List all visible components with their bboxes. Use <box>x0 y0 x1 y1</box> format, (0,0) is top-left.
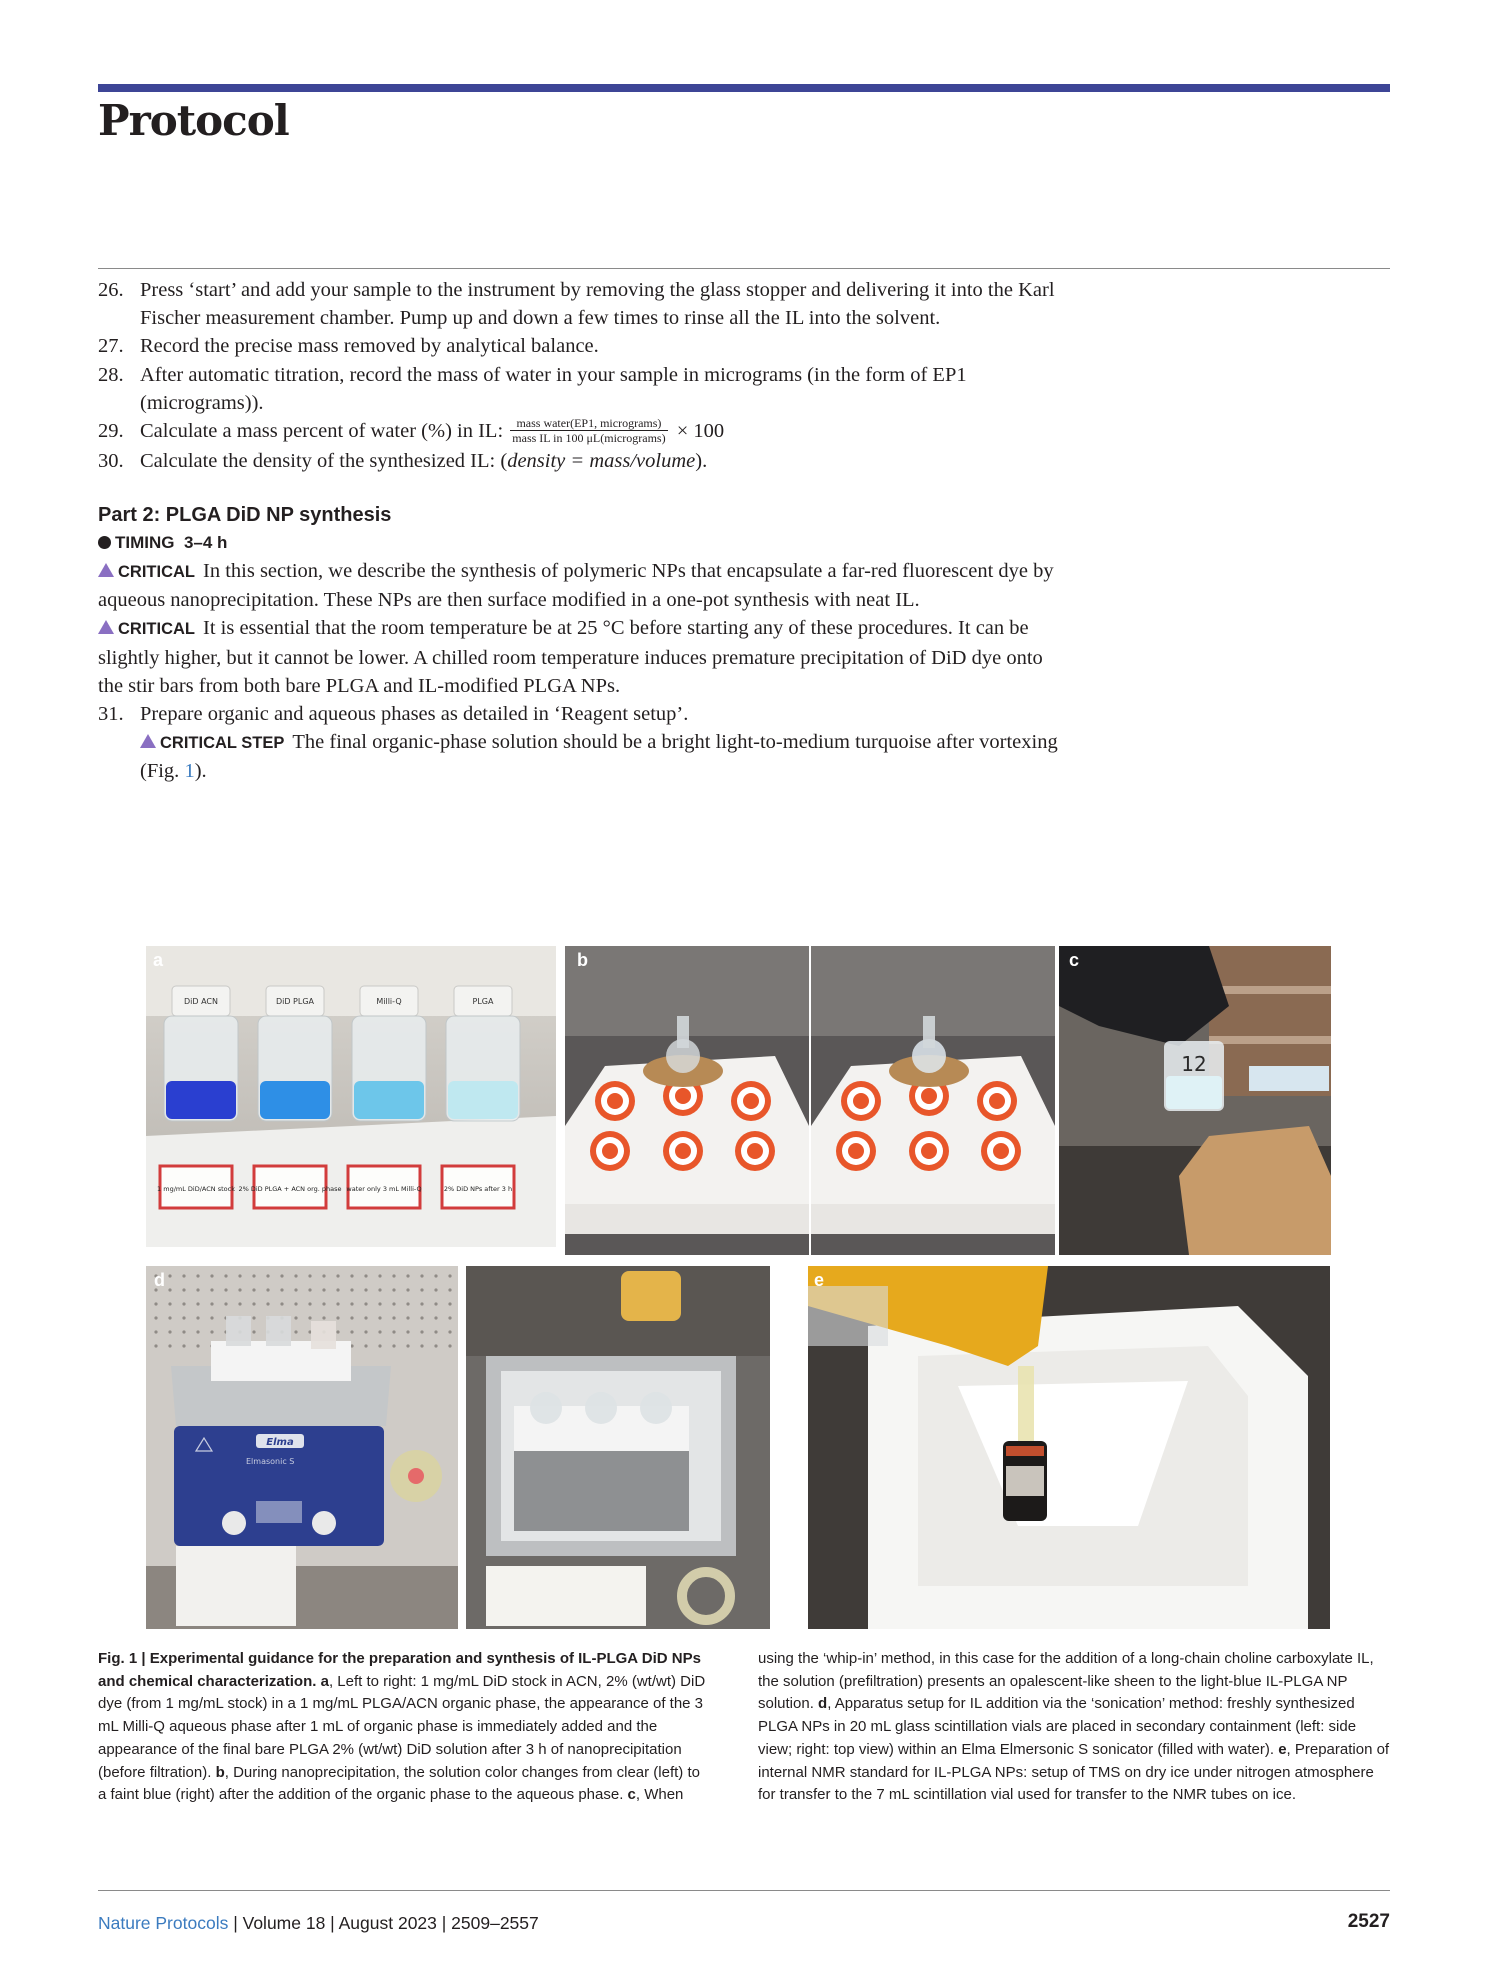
pegboard-hole <box>420 1302 423 1305</box>
step-26: 26. Press ‘start’ and add your sample to the instrument by removing the glass stopper and delivering it into the Karl Fischer measurement chamber. Pump up and down a few times to rinse all the IL into the solvent. <box>98 279 1055 330</box>
vial-cap-label: PLGA <box>472 997 494 1006</box>
pegboard-hole <box>224 1274 227 1277</box>
pegboard-hole <box>434 1344 437 1347</box>
hotplate-target-ring <box>993 1143 1009 1159</box>
pegboard-hole <box>210 1316 213 1319</box>
page-header-title: Protocol <box>98 96 289 145</box>
pegboard-hole <box>350 1330 353 1333</box>
hotplate-target-ring <box>675 1088 691 1104</box>
pegboard-hole <box>336 1316 339 1319</box>
pegboard-hole <box>336 1302 339 1305</box>
pegboard-hole <box>350 1302 353 1305</box>
critical-triangle-icon <box>98 620 114 634</box>
pegboard-hole <box>196 1288 199 1291</box>
sonicator-model: Elmasonic S <box>246 1457 295 1466</box>
pegboard-hole <box>210 1330 213 1333</box>
pegboard-hole <box>434 1330 437 1333</box>
pegboard-hole <box>294 1288 297 1291</box>
pegboard-hole <box>406 1288 409 1291</box>
critical-triangle-icon <box>98 563 114 577</box>
pegboard-hole <box>336 1288 339 1291</box>
pegboard-hole <box>420 1316 423 1319</box>
pegboard-hole <box>294 1274 297 1277</box>
pegboard-hole <box>434 1316 437 1319</box>
pegboard-hole <box>308 1302 311 1305</box>
figure-panel-e <box>808 1266 1330 1629</box>
critical-triangle-icon <box>140 734 156 748</box>
pegboard-hole <box>322 1288 325 1291</box>
pegboard-hole <box>364 1274 367 1277</box>
pegboard-hole <box>210 1302 213 1305</box>
pegboard-hole <box>322 1302 325 1305</box>
pegboard-hole <box>168 1316 171 1319</box>
pegboard-hole <box>224 1288 227 1291</box>
step-27: 27. Record the precise mass removed by analytical balance. <box>98 335 599 358</box>
pegboard-hole <box>448 1316 451 1319</box>
pegboard-hole <box>308 1274 311 1277</box>
vial-handwritten-label: 2% DiD NPs after 3 h <box>443 1185 513 1193</box>
pegboard-hole <box>420 1344 423 1347</box>
steps-part1 <box>98 276 1058 417</box>
step-29: 29. Calculate a mass percent of water (%) in IL: $\frac{\text{mass water(EP1, micrograms)}}{\text{mass IL in 100 μL(micrograms)}}$ × 100 <box>98 415 725 445</box>
pegboard-hole <box>294 1330 297 1333</box>
panel-label-e: e <box>814 1270 825 1290</box>
timing-bullet-icon <box>98 536 111 549</box>
pegboard-hole <box>196 1344 199 1347</box>
vial-cap-label: DiD PLGA <box>275 997 315 1006</box>
pegboard-hole <box>364 1330 367 1333</box>
vial-4 <box>442 986 520 1208</box>
pegboard-hole <box>252 1316 255 1319</box>
step-30: 30. Calculate the density of the synthesized IL: (density = mass/volume). <box>98 449 708 472</box>
sonicator-brand: Elma <box>266 1437 294 1448</box>
hotplate-target-ring <box>989 1093 1005 1109</box>
critical-note-1: CRITICAL In this section, we describe the synthesis of polymeric NPs that encapsulate a far-red fluorescent dye by aqueous nanoprecipitation. These NPs are then surface modified in a one-pot synthesis with neat IL. <box>98 560 1054 612</box>
pegboard-hole <box>154 1302 157 1305</box>
pegboard-hole <box>182 1288 185 1291</box>
pegboard-hole <box>210 1274 213 1277</box>
hotplate-target-ring <box>921 1143 937 1159</box>
pegboard-hole <box>182 1302 185 1305</box>
figure-caption-right: using the ‘whip-in’ method, in this case for the addition of a long-chain choline carboxylate IL, the solution (prefiltration) presents an opalescent-like sheen to the light-blue IL-PLGA NP solution. d, Apparatus setup for IL addition via the ‘sonication’ method: freshly synthesized PLGA NPs in 20 mL glass scintillation vials are placed in secondary containment (left: side view; right: top view) within an Elma Elmersonic S sonicator (filled with water). e, Preparation of internal NMR standard for IL-PLGA NPs: setup of TMS on dry ice under nitrogen atmosphere for transfer to the 7 mL scintillation vial used for transfer to the NMR tubes on ice. <box>758 1650 1390 1804</box>
pegboard-hole <box>378 1288 381 1291</box>
footer-citation: Nature Protocols | Volume 18 | August 2023 | 2509–2557 <box>98 1913 539 1933</box>
pegboard-hole <box>448 1330 451 1333</box>
pegboard-hole <box>336 1274 339 1277</box>
header-rule <box>98 268 1390 269</box>
figure-panel-a <box>146 946 556 1247</box>
pegboard-hole <box>168 1344 171 1347</box>
pegboard-hole <box>364 1288 367 1291</box>
figure-caption-left: Fig. 1 | Experimental guidance for the preparation and synthesis of IL-PLGA DiD NPs and chemical characterization. a, Left to right: 1 mg/mL DiD stock in ACN, 2% (wt/wt) DiD dye (from 1 mg/mL stock) in a 1 mg/mL PLGA/ACN organic phase, the appearance of the 3 mL Milli-Q aqueous phase after 1 mL of organic phase is immediately added and the appearance of the final bare PLGA 2% (wt/wt) DiD solution after 3 h of nanoprecipitation (before filtration). b, During nanoprecipitation, the solution color changes from clear (left) to a faint blue (right) after the addition of the organic phase to the aqueous phase. c, When <box>98 1650 706 1804</box>
pegboard-hole <box>280 1302 283 1305</box>
density-formula: density = mass/volume <box>507 449 696 472</box>
pegboard-hole <box>322 1274 325 1277</box>
pegboard-hole <box>294 1302 297 1305</box>
pegboard-hole <box>238 1274 241 1277</box>
vial-3 <box>346 986 426 1208</box>
figure-panel-b-right <box>811 946 1055 1255</box>
panel-label-d: d <box>154 1270 165 1290</box>
pegboard-hole <box>168 1288 171 1291</box>
pegboard-hole <box>378 1344 381 1347</box>
pegboard-hole <box>448 1288 451 1291</box>
pegboard-hole <box>364 1344 367 1347</box>
vial-c-label: 12 <box>1181 1052 1207 1076</box>
pegboard-hole <box>364 1302 367 1305</box>
pegboard-hole <box>252 1330 255 1333</box>
footer-rule <box>98 1890 1390 1891</box>
pegboard-hole <box>196 1274 199 1277</box>
pegboard-hole <box>266 1274 269 1277</box>
pegboard-hole <box>350 1316 353 1319</box>
pegboard-hole <box>154 1316 157 1319</box>
vial-handwritten-label: water only 3 mL Milli-Q <box>346 1185 422 1193</box>
hotplate-target-ring <box>853 1093 869 1109</box>
hotplate-target-ring <box>602 1143 618 1159</box>
pegboard-hole <box>196 1302 199 1305</box>
pegboard-hole <box>266 1302 269 1305</box>
pegboard-hole <box>182 1330 185 1333</box>
timing-line: TIMING 3–4 h <box>98 529 1058 557</box>
main-text <box>98 276 1058 786</box>
panel-label-b: b <box>577 950 588 970</box>
pegboard-hole <box>280 1288 283 1291</box>
figure-panel-b-left <box>565 946 809 1255</box>
figure-panel-d-left <box>146 1266 458 1629</box>
pegboard-hole <box>308 1288 311 1291</box>
figure-panel-d-right <box>466 1266 770 1629</box>
pegboard-hole <box>294 1316 297 1319</box>
pegboard-hole <box>322 1316 325 1319</box>
pegboard-hole <box>168 1330 171 1333</box>
pegboard-hole <box>154 1344 157 1347</box>
step-31: 31. Prepare organic and aqueous phases as detailed in ‘Reagent setup’. CRITICAL STEP The final organic-phase solution should be a bright light-to-medium turquoise after vortexing (Fig. 1). <box>98 703 1058 783</box>
step-28: 28. After automatic titration, record the mass of water in your sample in micrograms (in the form of EP1 (micrograms)). <box>98 363 967 414</box>
pegboard-hole <box>182 1344 185 1347</box>
hotplate-target-ring <box>607 1093 623 1109</box>
pegboard-hole <box>392 1330 395 1333</box>
pegboard-hole <box>168 1274 171 1277</box>
vial-cap-label: Milli-Q <box>376 997 402 1006</box>
vial-1 <box>157 986 238 1208</box>
pegboard-hole <box>378 1330 381 1333</box>
pegboard-hole <box>252 1302 255 1305</box>
figure-panel-c <box>1059 946 1331 1255</box>
vial-cap-label: DiD ACN <box>184 997 218 1006</box>
pegboard-hole <box>210 1288 213 1291</box>
pegboard-hole <box>448 1344 451 1347</box>
pegboard-hole <box>196 1330 199 1333</box>
pegboard-hole <box>378 1274 381 1277</box>
pegboard-hole <box>420 1274 423 1277</box>
pegboard-hole <box>448 1302 451 1305</box>
pegboard-hole <box>392 1288 395 1291</box>
pegboard-hole <box>406 1316 409 1319</box>
hotplate-target-ring <box>848 1143 864 1159</box>
pegboard-hole <box>252 1274 255 1277</box>
pegboard-hole <box>406 1274 409 1277</box>
pegboard-hole <box>350 1288 353 1291</box>
pegboard-hole <box>406 1302 409 1305</box>
hotplate-target-ring <box>921 1088 937 1104</box>
pegboard-hole <box>406 1330 409 1333</box>
hotplate-target-ring <box>675 1143 691 1159</box>
pegboard-hole <box>434 1302 437 1305</box>
pegboard-hole <box>378 1316 381 1319</box>
water-percent-fraction: $\frac{\text{mass water(EP1, micrograms)}}{\text{mass IL in 100 μL(micrograms)}}$ <box>512 415 666 445</box>
pegboard-hole <box>266 1288 269 1291</box>
hotplate-target-ring <box>747 1143 763 1159</box>
pegboard-hole <box>182 1274 185 1277</box>
pegboard-hole <box>392 1302 395 1305</box>
pegboard-hole <box>280 1274 283 1277</box>
pegboard-hole <box>420 1330 423 1333</box>
pegboard-hole <box>420 1288 423 1291</box>
pegboard-hole <box>434 1288 437 1291</box>
vial-handwritten-label: 1 mg/mL DiD/ACN stock <box>157 1185 235 1193</box>
header-accent-bar <box>98 84 1390 92</box>
pegboard-hole <box>252 1288 255 1291</box>
pegboard-hole <box>238 1302 241 1305</box>
pegboard-hole <box>224 1302 227 1305</box>
pegboard-hole <box>168 1302 171 1305</box>
critical-note-2: CRITICAL It is essential that the room temperature be at 25 °C before starting any of these procedures. It can be slightly higher, but it cannot be lower. A chilled room temperature induces premature precipitation of DiD dye onto the stir bars from both bare PLGA and IL-modified PLGA NPs. <box>98 617 1043 697</box>
pegboard-hole <box>196 1316 199 1319</box>
pegboard-hole <box>434 1274 437 1277</box>
hotplate-target-ring <box>743 1093 759 1109</box>
pegboard-hole <box>378 1302 381 1305</box>
pegboard-hole <box>392 1316 395 1319</box>
figure-1-link[interactable]: 1 <box>184 760 195 783</box>
section-heading-part2: Part 2: PLGA DiD NP synthesis <box>98 504 392 527</box>
pegboard-hole <box>448 1274 451 1277</box>
pegboard-hole <box>182 1316 185 1319</box>
pegboard-hole <box>336 1330 339 1333</box>
pegboard-hole <box>350 1274 353 1277</box>
page-number: 2527 <box>1347 1911 1390 1932</box>
pegboard-hole <box>392 1344 395 1347</box>
vial-handwritten-label: 2% DiD PLGA + ACN org. phase <box>238 1185 342 1193</box>
pegboard-hole <box>406 1344 409 1347</box>
pegboard-hole <box>238 1288 241 1291</box>
panel-label-c: c <box>1069 950 1080 970</box>
panel-label-a: a <box>153 950 164 970</box>
pegboard-hole <box>154 1330 157 1333</box>
pegboard-hole <box>392 1274 395 1277</box>
pegboard-hole <box>364 1316 367 1319</box>
journal-name-link[interactable]: Nature Protocols <box>98 1913 229 1933</box>
pegboard-hole <box>308 1316 311 1319</box>
